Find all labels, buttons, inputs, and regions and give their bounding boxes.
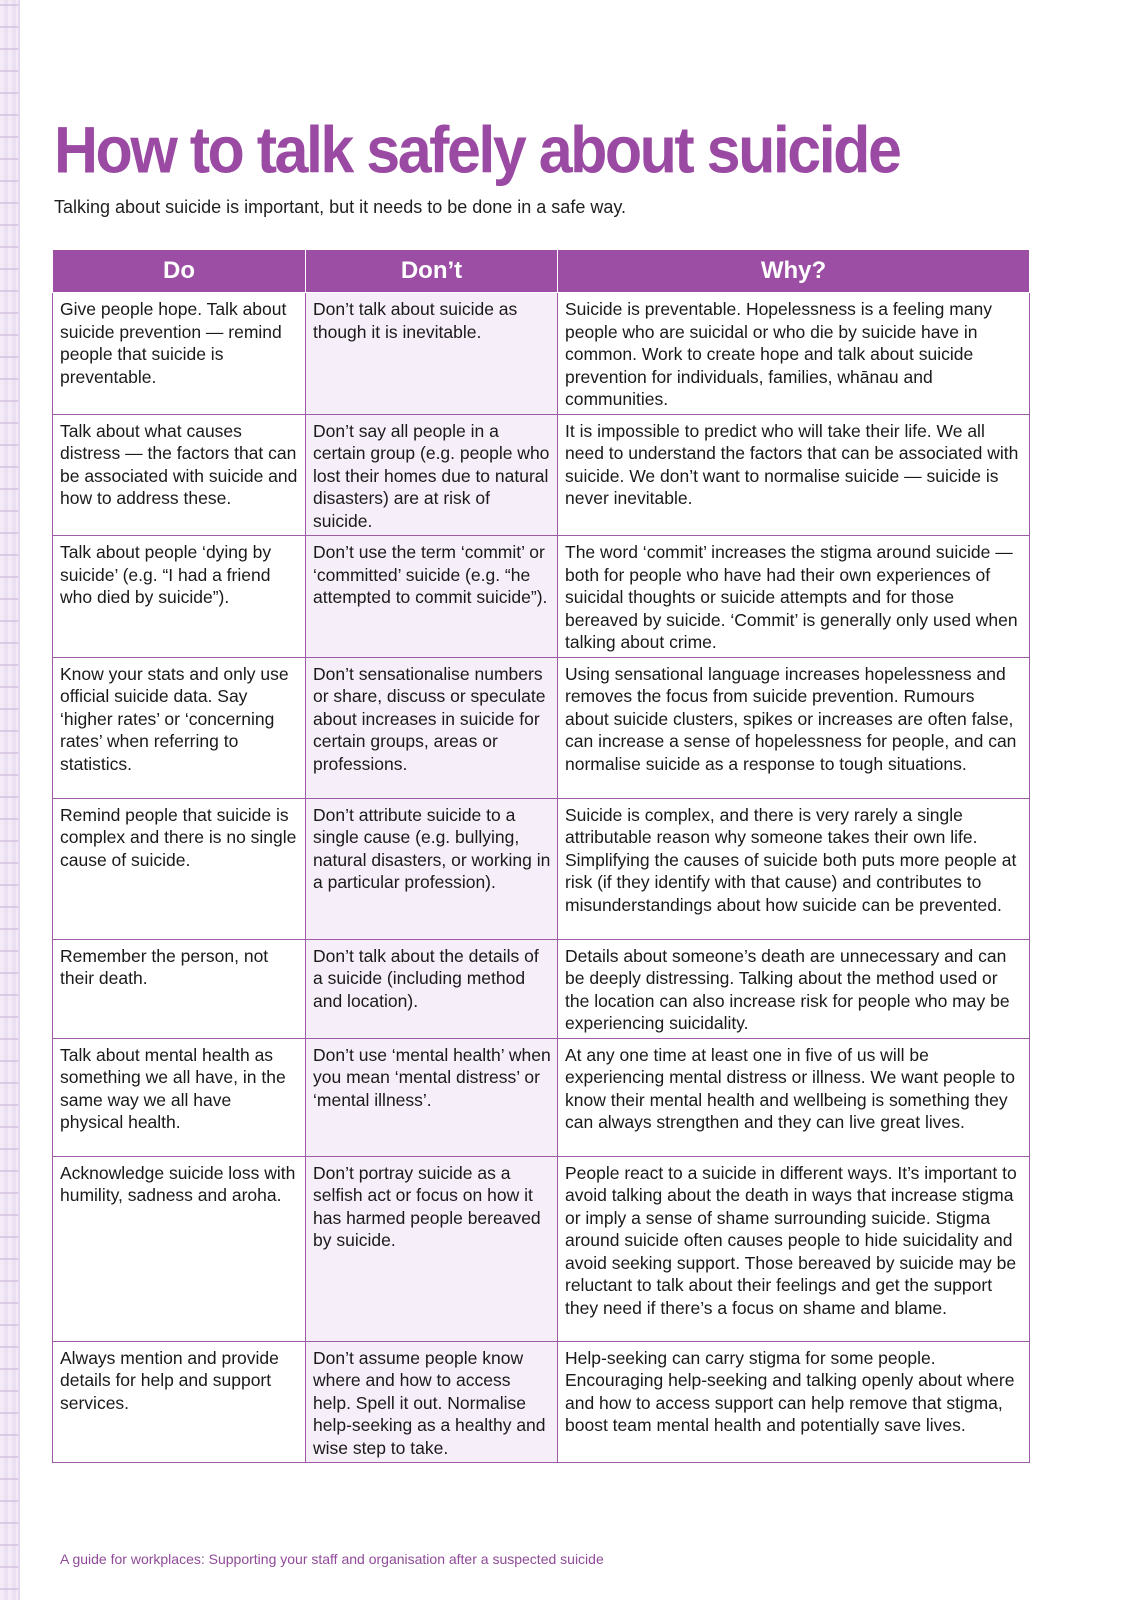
cell-why: Help-seeking can carry stigma for some people. Encouraging help-seeking and talking openly about where and how to access support can help remove that stigma, boost team mental health and potentially save lives. [558, 1341, 1030, 1463]
cell-dont: Don’t assume people know where and how to access help. Spell it out. Normalise help-seeking as a healthy and wise step to take. [306, 1341, 558, 1463]
cell-do: Talk about what causes distress — the factors that can be associated with suicide and how to address these. [53, 414, 306, 536]
cell-do: Know your stats and only use official suicide data. Say ‘higher rates’ or ‘concerning rates’ when referring to statistics. [53, 657, 306, 798]
table-row [53, 798, 1030, 939]
cell-why: At any one time at least one in five of us will be experiencing mental distress or illness. We want people to know their mental health and wellbeing is something they can always strengthen and they can live great lives. [558, 1038, 1030, 1156]
cell-do: Always mention and provide details for help and support services. [53, 1341, 306, 1463]
cell-why: Using sensational language increases hopelessness and removes the focus from suicide prevention. Rumours about suicide clusters, spikes or increases are often false, can increase a sense of hopelessness for people, and can normalise suicide as a response to tough situations. [558, 657, 1030, 798]
cell-dont: Don’t sensationalise numbers or share, discuss or speculate about increases in suicide for certain groups, areas or professions. [306, 657, 558, 798]
cell-why: The word ‘commit’ increases the stigma around suicide — both for people who have had their own experiences of suicidal thoughts or suicide attempts and for those bereaved by suicide. ‘Commit’ is generally only used when talking about crime. [558, 536, 1030, 658]
table-row [53, 657, 1030, 798]
table-row [53, 1341, 1030, 1463]
cell-dont: Don’t use ‘mental health’ when you mean ‘mental distress’ or ‘mental illness’. [306, 1038, 558, 1156]
table-row [53, 1038, 1030, 1156]
header-do: Do [53, 250, 306, 293]
table-row [53, 293, 1030, 415]
table-row [53, 939, 1030, 1038]
page-title: How to talk safely about suicide [54, 113, 900, 187]
cell-do: Give people hope. Talk about suicide prevention — remind people that suicide is preventable. [53, 293, 306, 415]
decorative-border-pattern [0, 0, 20, 1600]
cell-dont: Don’t attribute suicide to a single cause (e.g. bullying, natural disasters, or working in a particular profession). [306, 798, 558, 939]
header-dont: Don’t [306, 250, 558, 293]
table-row [53, 414, 1030, 536]
cell-do: Remind people that suicide is complex and there is no single cause of suicide. [53, 798, 306, 939]
cell-do: Talk about mental health as something we all have, in the same way we all have physical health. [53, 1038, 306, 1156]
cell-why: Suicide is preventable. Hopelessness is a feeling many people who are suicidal or who die by suicide have in common. Work to create hope and talk about suicide prevention for individuals, families, whānau and communities. [558, 293, 1030, 415]
cell-dont: Don’t talk about suicide as though it is inevitable. [306, 293, 558, 415]
footer-text: A guide for workplaces: Supporting your staff and organisation after a suspected suicide [60, 1551, 604, 1567]
table-row [53, 536, 1030, 658]
cell-dont: Don’t talk about the details of a suicide (including method and location). [306, 939, 558, 1038]
cell-dont: Don’t use the term ‘commit’ or ‘committed’ suicide (e.g. “he attempted to commit suicide”). [306, 536, 558, 658]
cell-why: People react to a suicide in different ways. It’s important to avoid talking about the death in ways that increase stigma or imply a sense of shame surrounding suicide. Stigma around suicide often causes people to hide suicidality and avoid seeking support. Those bereaved by suicide may be reluctant to talk about their feelings and get the support they need if there’s a focus on shame and blame. [558, 1156, 1030, 1341]
cell-why: Details about someone’s death are unnecessary and can be deeply distressing. Talking about the method used or the location can also increase risk for people who may be experiencing suicidality. [558, 939, 1030, 1038]
intro-text: Talking about suicide is important, but it needs to be done in a safe way. [54, 197, 627, 217]
guidance-table [52, 249, 1030, 1463]
cell-do: Acknowledge suicide loss with humility, sadness and aroha. [53, 1156, 306, 1341]
cell-do: Talk about people ‘dying by suicide’ (e.g. “I had a friend who died by suicide”). [53, 536, 306, 658]
cell-dont: Don’t say all people in a certain group (e.g. people who lost their homes due to natural disasters) are at risk of suicide. [306, 414, 558, 536]
table-row [53, 1156, 1030, 1341]
cell-do: Remember the person, not their death. [53, 939, 306, 1038]
header-why: Why? [558, 250, 1030, 293]
cell-why: Suicide is complex, and there is very rarely a single attributable reason why someone takes their own life. Simplifying the causes of suicide both puts more people at risk (if they identify with that cause) and contributes to misunderstandings about how suicide can be prevented. [558, 798, 1030, 939]
table-header-row [53, 250, 1030, 293]
cell-why: It is impossible to predict who will take their life. We all need to understand the factors that can be associated with suicide. We don’t want to normalise suicide — suicide is never inevitable. [558, 414, 1030, 536]
cell-dont: Don’t portray suicide as a selfish act or focus on how it has harmed people bereaved by suicide. [306, 1156, 558, 1341]
